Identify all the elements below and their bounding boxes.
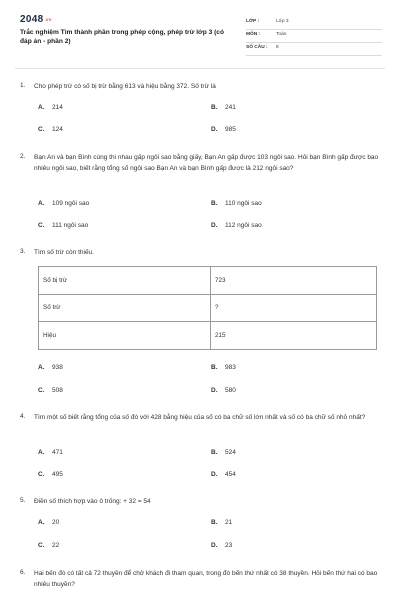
option-letter: A. — [38, 364, 45, 371]
question-number: 6. — [20, 569, 26, 576]
meta-key: MÔN : — [246, 32, 261, 37]
question-number: 2. — [20, 153, 26, 160]
table-row — [39, 322, 377, 350]
meta-row-subject — [246, 30, 382, 43]
option-d[interactable] — [211, 126, 236, 133]
option-letter: B. — [211, 200, 218, 207]
meta-key: LỚP : — [246, 19, 260, 24]
table-row — [39, 267, 377, 295]
option-a[interactable] — [38, 519, 59, 526]
option-text: 241 — [225, 104, 236, 111]
option-letter: C. — [38, 542, 45, 549]
option-letter: A. — [38, 200, 45, 207]
option-text: 214 — [52, 104, 63, 111]
table-cell: ? — [211, 294, 377, 322]
option-letter: D. — [211, 222, 218, 229]
option-text: 112 ngôi sao — [225, 222, 262, 229]
option-a[interactable] — [38, 364, 63, 371]
table-cell: Số trừ — [39, 294, 211, 322]
option-b[interactable] — [211, 200, 262, 207]
option-d[interactable] — [211, 542, 232, 549]
option-a[interactable] — [38, 104, 63, 111]
option-text: 524 — [225, 449, 236, 456]
option-text: 111 ngôi sao — [52, 222, 89, 229]
option-text: 21 — [225, 519, 233, 526]
option-text: 109 ngôi sao — [52, 200, 90, 207]
option-text: 124 — [52, 126, 63, 133]
meta-value: Toán — [276, 32, 287, 37]
meta-key: SỐ CÂU : — [246, 45, 268, 50]
option-d[interactable] — [211, 471, 236, 478]
option-letter: A. — [38, 519, 45, 526]
option-b[interactable] — [211, 449, 236, 456]
meta-value: 8 — [276, 45, 279, 50]
header-divider — [15, 68, 385, 69]
option-letter: D. — [211, 542, 218, 549]
question-text: Cho phép trừ có số bị trừ bằng 613 và hiệu bằng 372. Số trừ là — [34, 83, 216, 90]
worksheet-header — [20, 14, 382, 58]
option-d[interactable] — [211, 387, 236, 394]
meta-info — [246, 17, 382, 56]
option-text: 454 — [225, 471, 236, 478]
option-text: 20 — [52, 519, 60, 526]
option-text: 938 — [52, 364, 63, 371]
option-c[interactable] — [38, 471, 63, 478]
logo-suffix: .vn — [44, 17, 52, 22]
table-cell: 723 — [211, 267, 377, 295]
option-letter: C. — [38, 471, 45, 478]
question-number: 5. — [20, 497, 26, 504]
option-c[interactable] — [38, 222, 88, 229]
option-d[interactable] — [211, 222, 262, 229]
meta-row-grade — [246, 17, 382, 30]
data-table — [38, 266, 377, 350]
document-title: Trắc nghiệm Tìm thành phần trong phép cộng, phép trừ lớp 3 (có đáp án - phần 2) — [20, 29, 224, 45]
option-letter: B. — [211, 364, 218, 371]
option-c[interactable] — [38, 126, 63, 133]
option-letter: D. — [211, 126, 218, 133]
option-text: 985 — [225, 126, 236, 133]
option-b[interactable] — [211, 364, 236, 371]
question-text: Tìm số trừ còn thiếu. — [34, 249, 94, 256]
option-letter: D. — [211, 471, 218, 478]
option-text: 580 — [225, 387, 236, 394]
option-letter: C. — [38, 222, 45, 229]
question-text: Bạn An và bạn Bình cùng thi nhau gấp ngôi sao bằng giấy, Bạn An gấp được 103 ngôi sao. Hỏi bạn Bình gấp được bao nhiêu ngôi sao, biết rằng tổng số ngôi sao Bạn An và bạn Bình gấp được là 212 ngôi sao? — [34, 154, 379, 172]
option-text: 508 — [52, 387, 63, 394]
question-text: Tìm một số biết rằng tổng của số đó với 428 bằng hiệu của số có ba chữ số lớn nhất và số có ba chữ số nhỏ nhất? — [34, 414, 366, 421]
option-c[interactable] — [38, 542, 59, 549]
logo-text: 2048 — [20, 14, 44, 25]
option-b[interactable] — [211, 519, 232, 526]
question-text: Hai bến đò có tất cả 72 thuyền để chở khách đi tham quan, trong đó bến thứ nhất có 38 thuyền. Hỏi bến thứ hai có bao nhiêu thuyền? — [34, 570, 378, 588]
question-number: 1. — [20, 82, 26, 89]
option-a[interactable] — [38, 200, 89, 207]
table-row — [39, 294, 377, 322]
option-text: 471 — [52, 449, 63, 456]
option-letter: B. — [211, 519, 218, 526]
question-number: 4. — [20, 413, 26, 420]
option-text: 23 — [225, 542, 233, 549]
option-letter: C. — [38, 387, 45, 394]
option-letter: D. — [211, 387, 218, 394]
option-letter: A. — [38, 104, 45, 111]
option-text: 110 ngôi sao — [225, 200, 262, 207]
option-letter: B. — [211, 449, 218, 456]
meta-value: Lớp 3 — [276, 19, 289, 24]
meta-row-count — [246, 43, 382, 56]
question-text: Điền số thích hợp vào ô trống: + 32 = 54 — [34, 498, 151, 505]
option-c[interactable] — [38, 387, 63, 394]
question-number: 3. — [20, 248, 26, 255]
option-text: 983 — [225, 364, 236, 371]
table-cell: 215 — [211, 322, 377, 350]
table-cell: Hiệu — [39, 322, 211, 350]
option-letter: C. — [38, 126, 45, 133]
table-cell: Số bị trừ — [39, 267, 211, 295]
option-text: 22 — [52, 542, 60, 549]
option-b[interactable] — [211, 104, 236, 111]
option-letter: A. — [38, 449, 45, 456]
option-text: 495 — [52, 471, 63, 478]
option-a[interactable] — [38, 449, 63, 456]
site-logo[interactable] — [20, 14, 52, 25]
option-letter: B. — [211, 104, 218, 111]
